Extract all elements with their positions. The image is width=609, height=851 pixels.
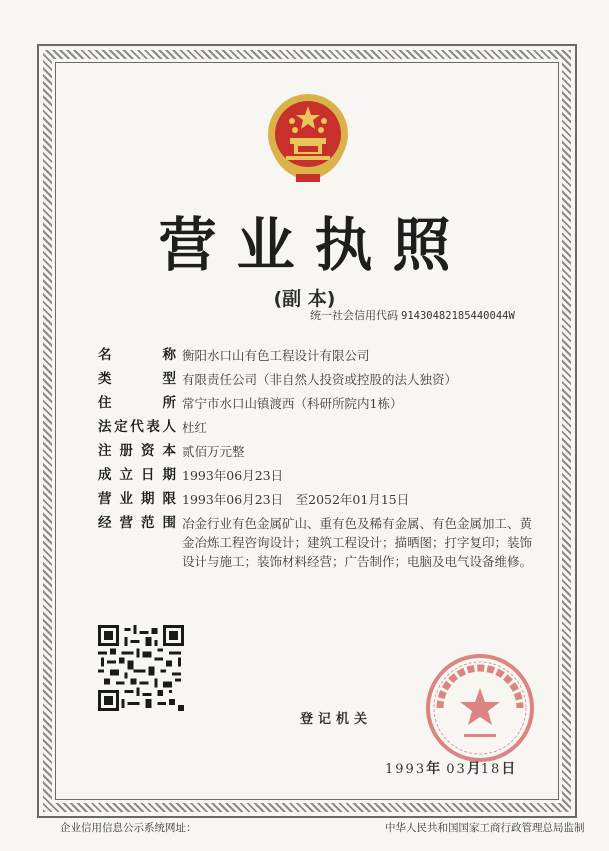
issue-month: 03 [446, 762, 467, 777]
field-label: 法定代表人 [98, 419, 176, 435]
qr-code-icon[interactable] [98, 625, 184, 711]
field-value: 1993年06月23日 [182, 468, 284, 483]
field-row-established [98, 466, 538, 485]
issue-day: 18 [480, 762, 502, 777]
field-label: 住所 [98, 395, 176, 411]
license-fields [98, 346, 538, 571]
field-row-address [98, 394, 538, 413]
field-row-legal-rep [98, 418, 538, 437]
field-value: 杜红 [182, 420, 208, 435]
document-title: 营业执照 [158, 211, 471, 279]
issue-day-char: 日 [501, 761, 516, 777]
credit-code [310, 307, 515, 323]
field-value: 贰佰万元整 [182, 444, 245, 459]
field-row-scope [98, 514, 538, 571]
issue-month-char: 月 [466, 761, 481, 777]
field-row-capital [98, 442, 538, 461]
field-label: 经营范围 [98, 515, 176, 531]
field-label: 类型 [98, 371, 176, 387]
official-seal-icon [424, 652, 536, 764]
field-row-term [98, 490, 538, 509]
field-label: 名称 [98, 347, 176, 363]
field-label: 成立日期 [98, 467, 176, 483]
credit-code-value: 91430482185440044W [401, 310, 515, 322]
field-value: 有限责任公司（非自然人投资或控股的法人独资） [182, 372, 458, 387]
field-label: 营业期限 [98, 491, 176, 507]
field-label: 注册资本 [98, 443, 176, 459]
field-value: 冶金行业有色金属矿山、重有色及稀有金属、有色金属加工、黄金冶炼工程咨询设计；建筑工程设计；描晒图；打字复印；装饰设计与施工；装饰材料经营；广告制作；电脑及电气设备维修。 [182, 516, 533, 569]
credit-code-label: 统一社会信用代码 [310, 309, 398, 322]
footer-issuer: 中华人民共和国国家工商行政管理总局监制 [385, 822, 585, 834]
field-row-name [98, 346, 538, 365]
issue-date [385, 758, 515, 778]
footer-website-label: 企业信用信息公示系统网址： [60, 822, 197, 834]
field-value: 常宁市水口山镇渡西（科研所院内1栋） [182, 396, 403, 411]
field-row-type [98, 370, 538, 389]
field-value: 1993年06月23日 至2052年01月15日 [182, 492, 410, 507]
national-emblem-icon [262, 88, 354, 186]
registration-authority: 登记机关 [300, 712, 373, 727]
issue-year: 1993 [385, 762, 427, 777]
field-value: 衡阳水口山有色工程设计有限公司 [182, 348, 370, 363]
issue-year-char: 年 [426, 761, 441, 777]
document-subtitle: (副 本) [273, 288, 336, 310]
